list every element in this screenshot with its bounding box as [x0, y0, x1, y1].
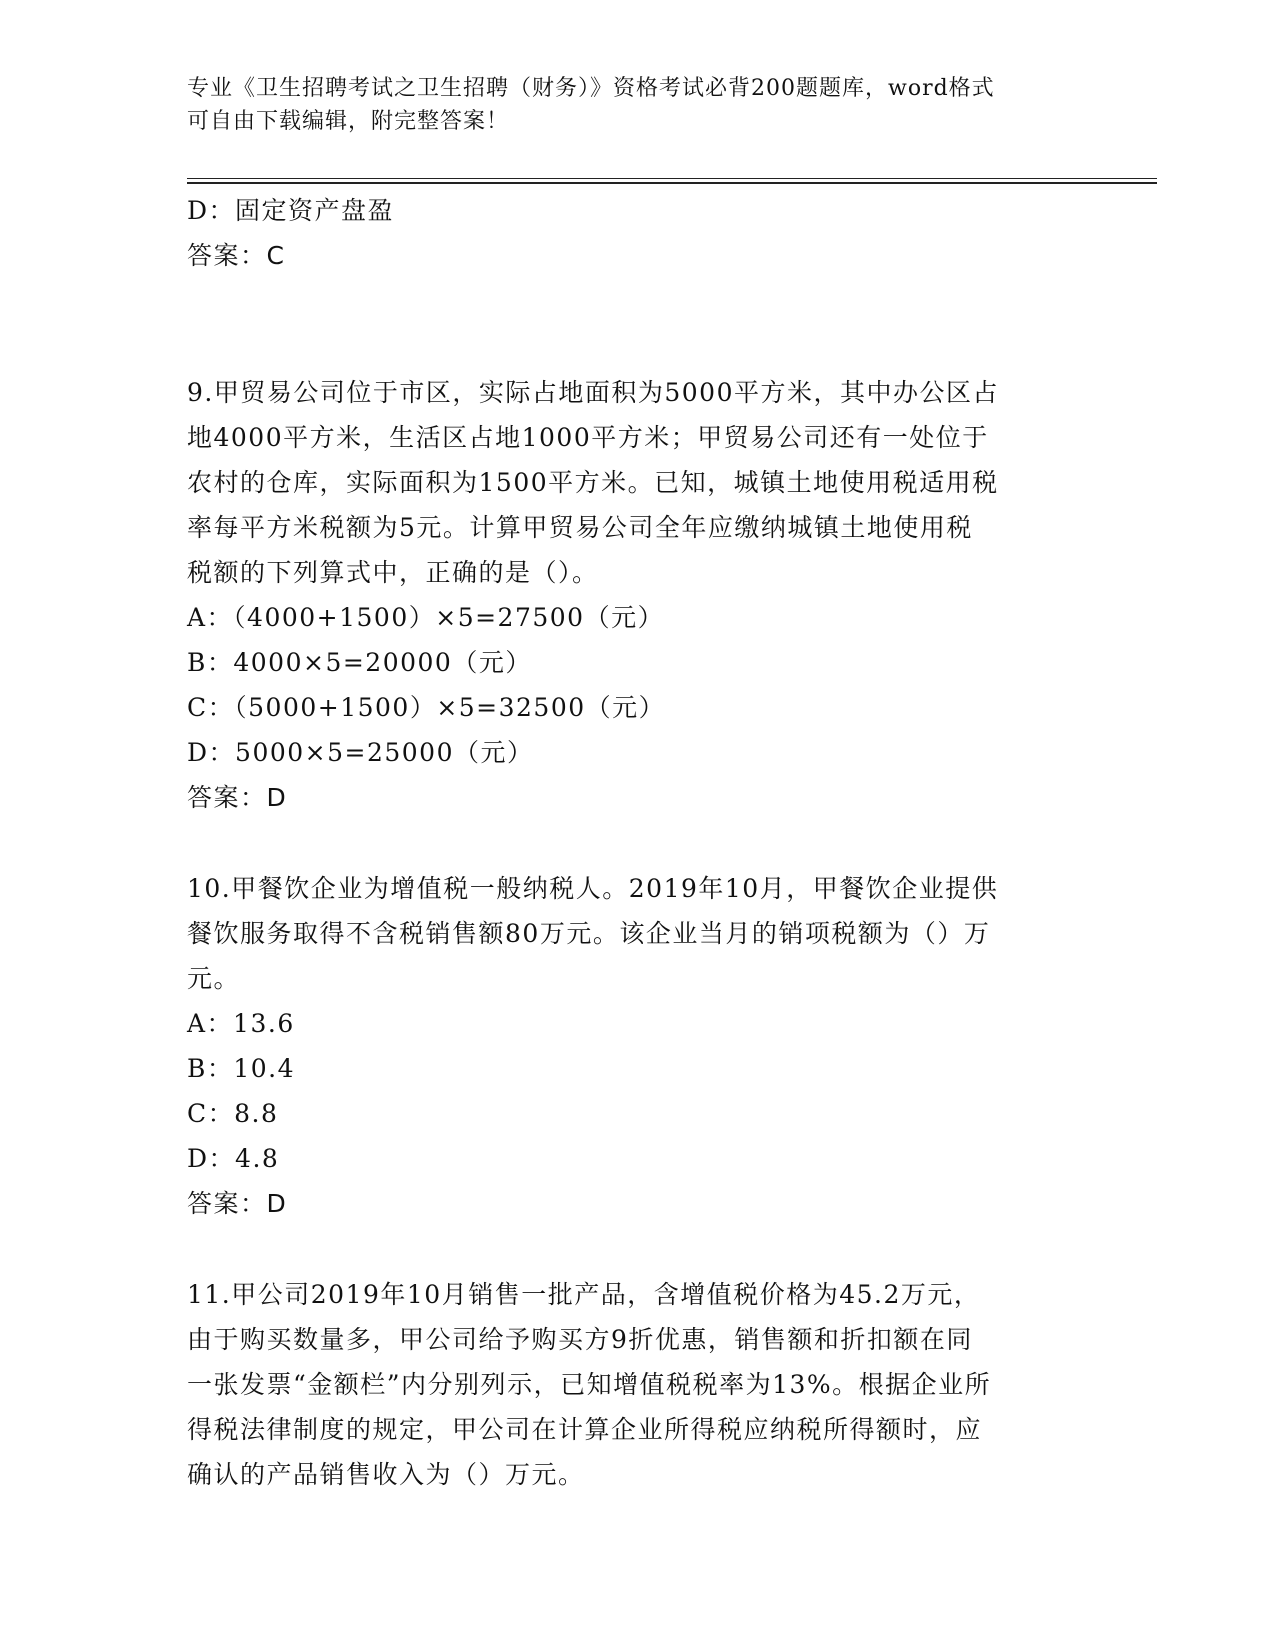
answer-line: 答案：D [187, 1189, 288, 1218]
question-stem-line: 11.甲公司2019年10月销售一批产品，含增值税价格为45.2万元， [187, 1280, 981, 1309]
question-stem-line: 得税法律制度的规定，甲公司在计算企业所得税应纳税所得额时，应 [187, 1415, 983, 1444]
question-11 [187, 1272, 1087, 1497]
question-stem-line: 9.甲贸易公司位于市区，实际占地面积为5000平方米，其中办公区占 [187, 378, 999, 407]
option-c: C：8.8 [187, 1099, 279, 1128]
question-stem-line: 10.甲餐饮企业为增值税一般纳税人。2019年10月，甲餐饮企业提供 [187, 874, 999, 903]
option-d: D：固定资产盘盈 [187, 196, 395, 225]
option-a: A：（4000+1500）×5=27500（元） [187, 603, 665, 632]
option-c: C：（5000+1500）×5=32500（元） [187, 693, 666, 722]
answer-line: 答案：C [187, 241, 286, 270]
question-stem-line: 餐饮服务取得不含税销售额80万元。该企业当月的销项税额为（）万 [187, 919, 991, 948]
question-stem-line: 一张发票“金额栏”内分别列示，已知增值税税率为13%。根据企业所 [187, 1370, 992, 1399]
question-9 [187, 370, 1087, 820]
question-stem-line: 由于购买数量多，甲公司给予购买方9折优惠，销售额和折扣额在同 [187, 1325, 973, 1354]
question-stem-line: 确认的产品销售收入为（）万元。 [187, 1460, 585, 1489]
spacer [187, 820, 1087, 866]
answer-line: 答案：D [187, 783, 288, 812]
spacer [187, 324, 1087, 370]
question-stem-line: 元。 [187, 964, 241, 993]
document-header [187, 72, 1087, 138]
question-stem-line: 税额的下列算式中，正确的是（）。 [187, 558, 599, 587]
document-body [187, 188, 1087, 1497]
carryover-block [187, 188, 1087, 278]
option-a: A：13.6 [187, 1009, 295, 1038]
spacer [187, 278, 1087, 324]
question-stem-line: 地4000平方米，生活区占地1000平方米；甲贸易公司还有一处位于 [187, 423, 989, 452]
option-d: D：5000×5=25000（元） [187, 738, 534, 767]
header-title-line: 可自由下载编辑，附完整答案！ [187, 109, 510, 134]
header-divider [187, 178, 1157, 184]
spacer [187, 1226, 1087, 1272]
question-10 [187, 866, 1087, 1226]
option-b: B：4000×5=20000（元） [187, 648, 532, 677]
option-b: B：10.4 [187, 1054, 296, 1083]
question-stem-line: 农村的仓库，实际面积为1500平方米。已知，城镇土地使用税适用税 [187, 468, 999, 497]
question-stem-line: 率每平方米税额为5元。计算甲贸易公司全年应缴纳城镇土地使用税 [187, 513, 973, 542]
header-title-line: 专业《卫生招聘考试之卫生招聘（财务）》资格考试必背200题题库，word格式 [187, 76, 995, 101]
option-d: D：4.8 [187, 1144, 280, 1173]
